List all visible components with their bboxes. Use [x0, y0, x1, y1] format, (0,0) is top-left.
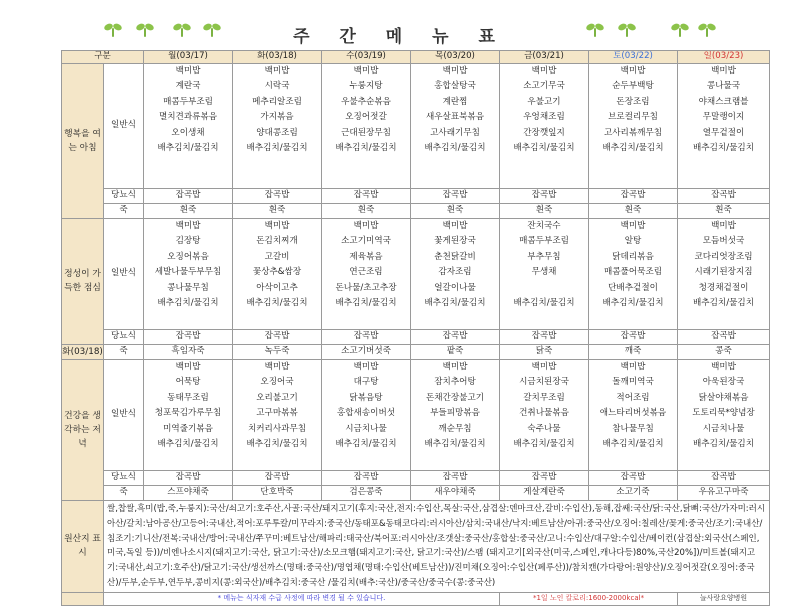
menu-item: 순두부백탕: [612, 81, 654, 92]
menu-item: 백미밥: [264, 361, 290, 372]
menu-item: 백미밥: [620, 65, 646, 76]
diabetic-cell: 잡곡밥: [233, 329, 322, 344]
origin-label: 원산지 표시: [62, 500, 104, 592]
porridge-cell: 흰죽: [411, 203, 500, 218]
menu-item: 백미밥: [531, 65, 557, 76]
menu-item: 닭살야채볶음: [698, 392, 749, 403]
menu-item: 시금치나물: [345, 423, 387, 434]
menu-item: 멸치견과류볶음: [158, 112, 218, 123]
porridge-cell: 깨죽: [589, 344, 678, 359]
meal-name: 정성이 가득한 점심: [62, 218, 104, 344]
menu-item: 배추김치/물김치: [335, 143, 397, 154]
diabetic-cell: 잡곡밥: [144, 470, 233, 485]
menu-item: 닭데리볶음: [612, 251, 654, 262]
porridge-label: 죽: [104, 203, 144, 218]
diabetic-cell: 잡곡밥: [144, 329, 233, 344]
header-day: 월(03/17): [144, 51, 233, 64]
menu-item: 매콤두부조림: [519, 236, 569, 247]
diabetic-cell: 잡곡밥: [589, 188, 678, 203]
menu-item: 배추김치/물김치: [157, 143, 219, 154]
menu-item: 시래기된장지짐: [694, 267, 753, 278]
menu-item: 돈장조림: [616, 96, 650, 107]
menu-cell: [144, 359, 233, 470]
diabetic-cell: 잡곡밥: [144, 188, 233, 203]
menu-item: 콩나물국: [706, 81, 741, 92]
menu-item: 제육볶음: [349, 251, 383, 262]
menu-item: 참나물무침: [612, 423, 654, 434]
menu-item: 잠치추어탕: [434, 377, 476, 388]
menu-item: 아삭이고추: [256, 282, 298, 293]
menu-item: 청포묵김가루무침: [154, 408, 222, 419]
menu-item: 우불고기: [527, 96, 561, 107]
menu-item: 백미밥: [353, 361, 379, 372]
menu-item: 백미밥: [620, 220, 646, 231]
menu-item: 백미밥: [442, 361, 468, 372]
menu-item: 계란국: [175, 81, 201, 92]
menu-item: 백미밥: [531, 361, 557, 372]
menu-item: 우불추순볶음: [341, 96, 391, 107]
diabetic-cell: 잡곡밥: [500, 470, 589, 485]
menu-item: 돌깨미역국: [612, 377, 654, 388]
menu-cell: [411, 63, 500, 188]
menu-item: 백미밥: [442, 65, 468, 76]
sub-label: 일반식: [104, 63, 144, 188]
diabetic-cell: 잡곡밥: [589, 329, 678, 344]
menu-cell: [322, 218, 411, 329]
menu-item: [500, 281, 588, 297]
weekly-menu-table: [61, 50, 770, 606]
menu-item: 백미밥: [353, 220, 379, 231]
menu-item: 백미밥: [711, 65, 736, 76]
menu-item: 배추김치/물김치: [335, 439, 397, 450]
diabetic-row: [62, 329, 770, 344]
diabetic-cell: 잡곡밥: [322, 329, 411, 344]
menu-item: 꽃게된장국: [434, 236, 476, 247]
menu-item: 배추김치/물김치: [424, 439, 486, 450]
header-day-sunday: 일(03/23): [678, 51, 770, 64]
menu-cell: [233, 218, 322, 329]
menu-item: 열무겉절이: [702, 127, 745, 138]
diabetic-label: 당뇨식: [104, 470, 144, 485]
diabetic-cell: 잡곡밥: [233, 470, 322, 485]
diabetic-cell: 잡곡밥: [678, 188, 770, 203]
diabetic-cell: 잡곡밥: [233, 188, 322, 203]
sub-label: 일반식: [104, 359, 144, 470]
menu-item: 돈채간장불고기: [425, 392, 485, 403]
menu-item: 백미밥: [353, 65, 379, 76]
porridge-cell: 검은콩죽: [322, 485, 411, 500]
menu-item: 치커리사과무침: [247, 423, 307, 434]
porridge-cell: 흑임자죽: [144, 344, 233, 359]
menu-item: 돈나물/초고추장: [335, 282, 397, 293]
menu-item: 백미밥: [175, 65, 201, 76]
diabetic-row: [62, 470, 770, 485]
menu-item: 깨순무침: [438, 423, 472, 434]
menu-item: 오징어국: [260, 377, 294, 388]
menu-item: 야채스크램블: [698, 96, 749, 107]
menu-item: 오이생채: [171, 127, 205, 138]
porridge-date-label: 화(03/18): [62, 344, 104, 359]
menu-item: 메추리알조림: [252, 96, 302, 107]
sub-label: 일반식: [104, 218, 144, 329]
sprout-icon: [670, 22, 690, 38]
footnote-row: [62, 593, 770, 606]
sprout-icon: [697, 22, 717, 38]
origin-row: [62, 500, 770, 592]
menu-cell: [322, 359, 411, 470]
menu-item: 배추김치/물김치: [602, 143, 664, 154]
menu-item: 얼갈이나물: [434, 282, 476, 293]
menu-item: 청경채겉절이: [698, 282, 749, 293]
porridge-row: [62, 203, 770, 218]
menu-item: 도토리묵*양념장: [692, 408, 755, 419]
menu-item: 매콤풀어묵조림: [603, 267, 663, 278]
menu-item: 적어조림: [616, 392, 650, 403]
meal-main-row: [62, 63, 770, 188]
menu-item: 배추김치/물김치: [693, 439, 755, 450]
porridge-cell: 흰죽: [322, 203, 411, 218]
menu-item: 브로컬리무침: [608, 112, 658, 123]
diabetic-label: 당뇨식: [104, 329, 144, 344]
menu-item: 매콤두부조림: [163, 96, 213, 107]
menu-item: 시금치된장국: [519, 377, 569, 388]
porridge-cell: 닭죽: [500, 344, 589, 359]
menu-item: 무생채: [531, 267, 557, 278]
menu-item: 고사래기무침: [430, 127, 480, 138]
menu-cell: [678, 63, 770, 188]
menu-item: 배추김치/물김치: [424, 298, 486, 309]
menu-item: 춘천닭갈비: [434, 251, 476, 262]
menu-item: 새우살표북볶음: [425, 112, 485, 123]
diabetic-cell: 잡곡밥: [589, 470, 678, 485]
header-day-saturday: 토(03/22): [589, 51, 678, 64]
porridge-cell: 새우야채죽: [411, 485, 500, 500]
menu-cell: [144, 218, 233, 329]
menu-item: 백미밥: [264, 220, 290, 231]
diabetic-cell: 잡곡밥: [322, 470, 411, 485]
porridge-cell: 스프야채죽: [144, 485, 233, 500]
menu-cell: [678, 218, 770, 329]
menu-item: 누룽지탕: [349, 81, 383, 92]
menu-item: 갈치무조림: [523, 392, 565, 403]
menu-item: 콩나물무침: [167, 282, 209, 293]
menu-item: 배추김치/물김치: [513, 143, 575, 154]
diabetic-row: [62, 188, 770, 203]
menu-item: 배추김치/물김치: [335, 298, 397, 309]
menu-item: 숙주나물: [527, 423, 561, 434]
menu-item: 연근조림: [349, 267, 383, 278]
menu-item: 꽃상추&쌈장: [252, 267, 302, 278]
porridge-cell: 소고기죽: [589, 485, 678, 500]
menu-item: 배추김치/물김치: [157, 298, 219, 309]
menu-item: 코다리엇장조림: [694, 251, 753, 262]
menu-item: 시금치나물: [702, 423, 745, 434]
menu-item: 배추김치/물김치: [602, 439, 664, 450]
menu-cell: [411, 359, 500, 470]
porridge-cell: 흰죽: [500, 203, 589, 218]
porridge-cell: 흰죽: [233, 203, 322, 218]
menu-item: 아욱된장국: [702, 377, 745, 388]
menu-item: 백미밥: [264, 65, 290, 76]
diabetic-cell: 잡곡밥: [500, 188, 589, 203]
menu-item: 어묵탕: [175, 377, 201, 388]
footnote-note: * 메뉴는 식자재 수급 사정에 따라 변경 될 수 있습니다.: [104, 593, 500, 606]
menu-cell: [233, 359, 322, 470]
menu-item: 홍합살탕국: [434, 81, 476, 92]
porridge-cell: 소고기버섯죽: [322, 344, 411, 359]
menu-item: 백미밥: [711, 361, 736, 372]
menu-item: 배추김치/물김치: [693, 298, 755, 309]
sprout-icon: [585, 22, 605, 38]
menu-item: 배추김치/물김치: [693, 143, 755, 154]
diabetic-cell: 잡곡밥: [678, 470, 770, 485]
menu-item: 배추김치/물김치: [157, 439, 219, 450]
header-gubun: 구분: [62, 51, 144, 64]
menu-item: 백미밥: [620, 361, 646, 372]
origin-text: 쌀,찹쌀,흑미(밥,죽,누룽지):국산/쇠고기:호주산,사골:국산/돼지고기(후지:국산,전지:수입산,목살:국산,삼겹살:덴마크산,갈비:수입산),동해,잡쌔:국산/닭:국산,닭뼈:국산/가자미:러시아산/갈치:남아공산/고등어:국내산,적어:포루투칼/미꾸라지:중국산/동태포&동태코다리:러시아산/삼치:국내산/낙지:베트남산/아귀:중국산/오징어:칠레산/꽂게:중국산/조기:국내산/침조기:기니산/전복:국내산/방어:국내산/쭈꾸미:베트남산/해파리:태국산/북어포:러시아산/조갯살:중국산/홍합살:중국산/고니:수입산/대구알:수입산/베이컨(삼겹살:외국산(스페인,미국,독일 등))/비엔나소시지(돼지고기:국산, 닭고기:국산)/소모크햄(돼지고기:국산, 닭고기:국산)/스팸 (돼지고기[외국산(미국,스페인,캐나다등)80%,국산20%])/미트볼(돼지고기:국내산,쇠고기:호주산)/닭고기:국산/생선까스(명태:중국산)/명엽채(명태:수입산(베트남산))/진미채(오징어:수입산(페루산))/참치캔(가다랑어:원양산)/오징어젓갈(오징어:중국산)/두부,순두부,연두부,콩비지(콩:외국산)/배추김치:중국산 /물김치(배추:국산)/중국산/중국수(콩:중국산): [104, 500, 770, 592]
menu-item: 동태무조림: [167, 392, 209, 403]
menu-cell: [500, 218, 589, 329]
porridge-label: 죽: [104, 344, 144, 359]
menu-item: 김장탕: [175, 236, 201, 247]
menu-item: 우엉채조림: [523, 112, 565, 123]
menu-item: 배추김치/물김치: [602, 298, 664, 309]
menu-item: 백미밥: [711, 220, 736, 231]
menu-item: 무말랭이지: [702, 112, 745, 123]
menu-item: 건취나물볶음: [519, 408, 569, 419]
menu-item: 계란찜: [442, 96, 468, 107]
menu-cell: [589, 218, 678, 329]
menu-cell: [500, 63, 589, 188]
menu-item: 세발나물두부무침: [154, 267, 222, 278]
menu-item: 오징어볶음: [167, 251, 209, 262]
menu-item: 배추김치/물김치: [513, 298, 575, 309]
menu-item: 오징어젓갈: [345, 112, 387, 123]
menu-item: 닭볶음탕: [349, 392, 383, 403]
menu-item: 양대콩조림: [256, 127, 298, 138]
menu-item: 고구마볶볶: [256, 408, 298, 419]
menu-item: 소고기미역국: [341, 236, 391, 247]
menu-item: 배추김치/물김치: [246, 143, 308, 154]
diabetic-cell: 잡곡밥: [411, 470, 500, 485]
menu-item: 백미밥: [442, 220, 468, 231]
menu-item: 배추김치/물김치: [513, 439, 575, 450]
porridge-cell: 흰죽: [678, 203, 770, 218]
porridge-label: 죽: [104, 485, 144, 500]
header-row: [62, 51, 770, 64]
porridge-cell: 녹두죽: [233, 344, 322, 359]
header-day: 수(03/19): [322, 51, 411, 64]
menu-item: 고갈비: [264, 251, 290, 262]
menu-item: 부들피망볶음: [430, 408, 480, 419]
menu-item: 시락국: [264, 81, 290, 92]
menu-item: 배추김치/물김치: [246, 298, 308, 309]
menu-cell: [589, 63, 678, 188]
meal-main-row: [62, 218, 770, 329]
porridge-row: [62, 485, 770, 500]
header-day: 화(03/18): [233, 51, 322, 64]
header-day: 금(03/21): [500, 51, 589, 64]
porridge-cell: 흰죽: [589, 203, 678, 218]
porridge-cell: 단호박죽: [233, 485, 322, 500]
menu-cell: [678, 359, 770, 470]
menu-item: 모듬버섯국: [702, 236, 745, 247]
diabetic-label: 당뇨식: [104, 188, 144, 203]
porridge-cell: 우유고구마죽: [678, 485, 770, 500]
menu-item: 감자조림: [438, 267, 472, 278]
sprout-icon: [617, 22, 637, 38]
menu-item: 백미밥: [175, 220, 201, 231]
menu-cell: [589, 359, 678, 470]
menu-item: 단배추겉절이: [608, 282, 658, 293]
menu-item: 부추무침: [527, 251, 561, 262]
menu-cell: [500, 359, 589, 470]
menu-item: 대구탕: [353, 377, 379, 388]
menu-cell: [411, 218, 500, 329]
menu-item: 알탕: [624, 236, 642, 247]
porridge-row: [62, 344, 770, 359]
diabetic-cell: 잡곡밥: [411, 188, 500, 203]
menu-cell: [233, 63, 322, 188]
footnote-spacer: [62, 593, 104, 606]
menu-item: 백미밥: [175, 361, 201, 372]
menu-item: 배추김치/물김치: [246, 439, 308, 450]
menu-item: 근대된장무침: [341, 127, 391, 138]
menu-item: 홍합새송이버섯: [336, 408, 396, 419]
footnote-hospital: 늘사랑요양병원: [678, 593, 770, 606]
menu-item: 돈김치찌개: [256, 236, 298, 247]
porridge-cell: 흰죽: [144, 203, 233, 218]
menu-item: 가지볶음: [260, 112, 294, 123]
meal-main-row: [62, 359, 770, 470]
diabetic-cell: 잡곡밥: [411, 329, 500, 344]
meal-name: 행복을 여는 아침: [62, 63, 104, 218]
menu-item: 간장깻잎지: [523, 127, 565, 138]
header-day: 목(03/20): [411, 51, 500, 64]
menu-item: 애느타리버섯볶음: [599, 408, 667, 419]
menu-item: 오리불고기: [256, 392, 298, 403]
menu-cell: [322, 63, 411, 188]
diabetic-cell: 잡곡밥: [322, 188, 411, 203]
porridge-cell: 팥죽: [411, 344, 500, 359]
diabetic-cell: 잡곡밥: [678, 329, 770, 344]
footnote-kcal: *1일 노인 칼로리:1600-2000kcal*: [500, 593, 678, 606]
diabetic-cell: 잡곡밥: [500, 329, 589, 344]
menu-item: 미역줄기볶음: [163, 423, 213, 434]
porridge-cell: 게살계란죽: [500, 485, 589, 500]
menu-item: 고사리볶깨무침: [603, 127, 663, 138]
menu-cell: [144, 63, 233, 188]
meal-name: 건강을 생각하는 저녁: [62, 359, 104, 500]
menu-item: 소고기무국: [523, 81, 565, 92]
menu-item: 잔치국수: [527, 220, 561, 231]
menu-item: 배추김치/물김치: [424, 143, 486, 154]
porridge-cell: 콩죽: [678, 344, 770, 359]
page-title: 주 간 메 뉴 표: [293, 27, 507, 47]
